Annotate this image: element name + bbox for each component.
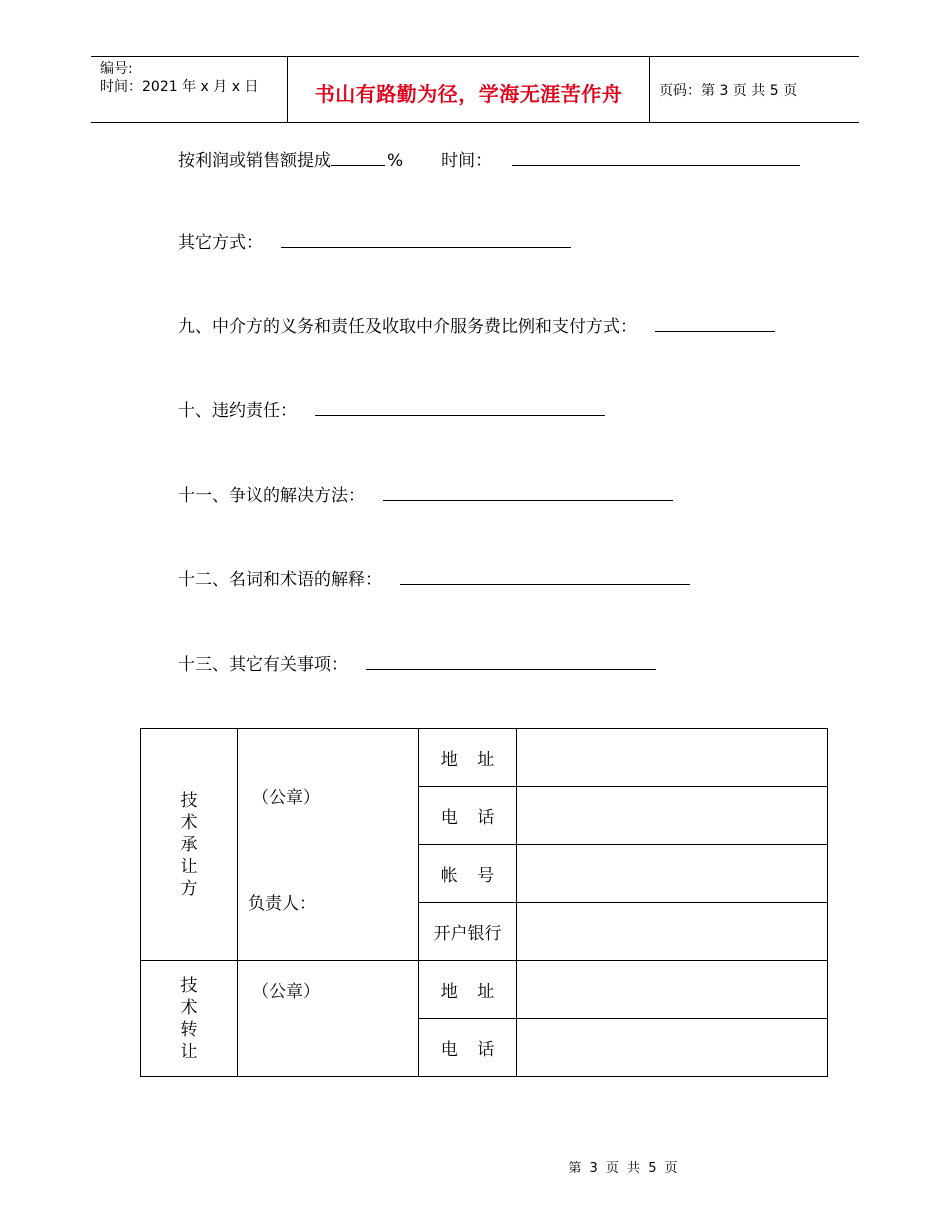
party-b-seal-label: （公章） (252, 982, 320, 1002)
clause-10-line (178, 396, 605, 421)
party-b-char: 转 (180, 1019, 198, 1040)
page-footer: 第 3 页 共 5 页 (568, 1161, 678, 1176)
party-b-address-value[interactable] (517, 961, 828, 1019)
account-text: 帐 号 (440, 866, 495, 886)
clause-10-blank[interactable] (315, 414, 605, 416)
signature-table (140, 728, 828, 1077)
clause-12-line (178, 565, 690, 590)
clause-11-line (178, 481, 673, 506)
header-bottom-rule (91, 122, 859, 123)
commission-line (178, 146, 800, 171)
party-b-address-label (419, 961, 517, 1019)
party-a-bank-value[interactable] (517, 903, 828, 961)
clause-11-blank[interactable] (383, 499, 673, 501)
clause-13-label: 十三、其它有关事项： (178, 655, 348, 675)
percent-sign: % (387, 151, 404, 171)
header-meta (100, 60, 258, 96)
commission-label: 按利润或销售额提成 (178, 151, 331, 171)
clause-9-label: 九、中介方的义务和责任及收取中介服务费比例和支付方式： (178, 317, 637, 337)
clause-9-line (178, 312, 775, 337)
time-blank[interactable] (512, 164, 800, 166)
header-motto: 书山有路勤为径，学海无涯苦作舟 (314, 82, 623, 106)
party-b-char: 让 (180, 1041, 198, 1062)
clause-13-blank[interactable] (366, 668, 656, 670)
document-time-label: 时间：2021 年 x 月 x 日 (100, 79, 259, 95)
party-a-bank-label (419, 903, 517, 961)
party-b-phone-label (419, 1019, 517, 1077)
clause-12-blank[interactable] (400, 583, 690, 585)
clause-12-label: 十二、名词和术语的解释： (178, 570, 382, 590)
party-b-char: 术 (180, 997, 198, 1018)
bank-text: 开户银行 (433, 924, 502, 944)
address-text: 地 址 (440, 982, 495, 1002)
party-a-cell (141, 729, 238, 961)
phone-text: 电 话 (440, 1040, 495, 1060)
header-page-number: 页码：第 3 页 共 5 页 (659, 83, 798, 99)
party-b-cell (141, 961, 238, 1077)
party-a-char: 承 (180, 834, 198, 855)
party-a-address-label (419, 729, 517, 787)
clause-10-label: 十、违约责任： (178, 401, 297, 421)
header-divider (649, 57, 650, 123)
party-b-char: 技 (180, 975, 198, 996)
address-text: 地 址 (440, 750, 495, 770)
phone-text: 电 话 (440, 808, 495, 828)
document-number-label: 编号: (100, 61, 133, 77)
party-a-char: 术 (180, 812, 198, 833)
other-method-line (178, 228, 571, 253)
party-a-responsible-label: 负责人： (248, 894, 316, 914)
party-a-phone-label (419, 787, 517, 845)
other-method-label: 其它方式： (178, 233, 263, 253)
party-b-seal-cell[interactable] (238, 961, 419, 1077)
party-a-seal-cell[interactable] (238, 729, 419, 961)
party-a-phone-value[interactable] (517, 787, 828, 845)
time-label: 时间： (441, 151, 493, 171)
commission-percent-blank[interactable] (331, 164, 385, 166)
party-a-char: 让 (180, 856, 198, 877)
party-a-account-value[interactable] (517, 845, 828, 903)
party-a-address-value[interactable] (517, 729, 828, 787)
clause-9-blank[interactable] (655, 330, 775, 332)
clause-13-line (178, 650, 656, 675)
clause-11-label: 十一、争议的解决方法： (178, 486, 365, 506)
header-top-rule (91, 56, 859, 57)
other-method-blank[interactable] (281, 246, 571, 248)
party-a-seal-label: （公章） (252, 788, 320, 808)
party-a-char: 方 (180, 878, 198, 899)
party-a-account-label (419, 845, 517, 903)
party-b-phone-value[interactable] (517, 1019, 828, 1077)
party-a-char: 技 (180, 790, 198, 811)
